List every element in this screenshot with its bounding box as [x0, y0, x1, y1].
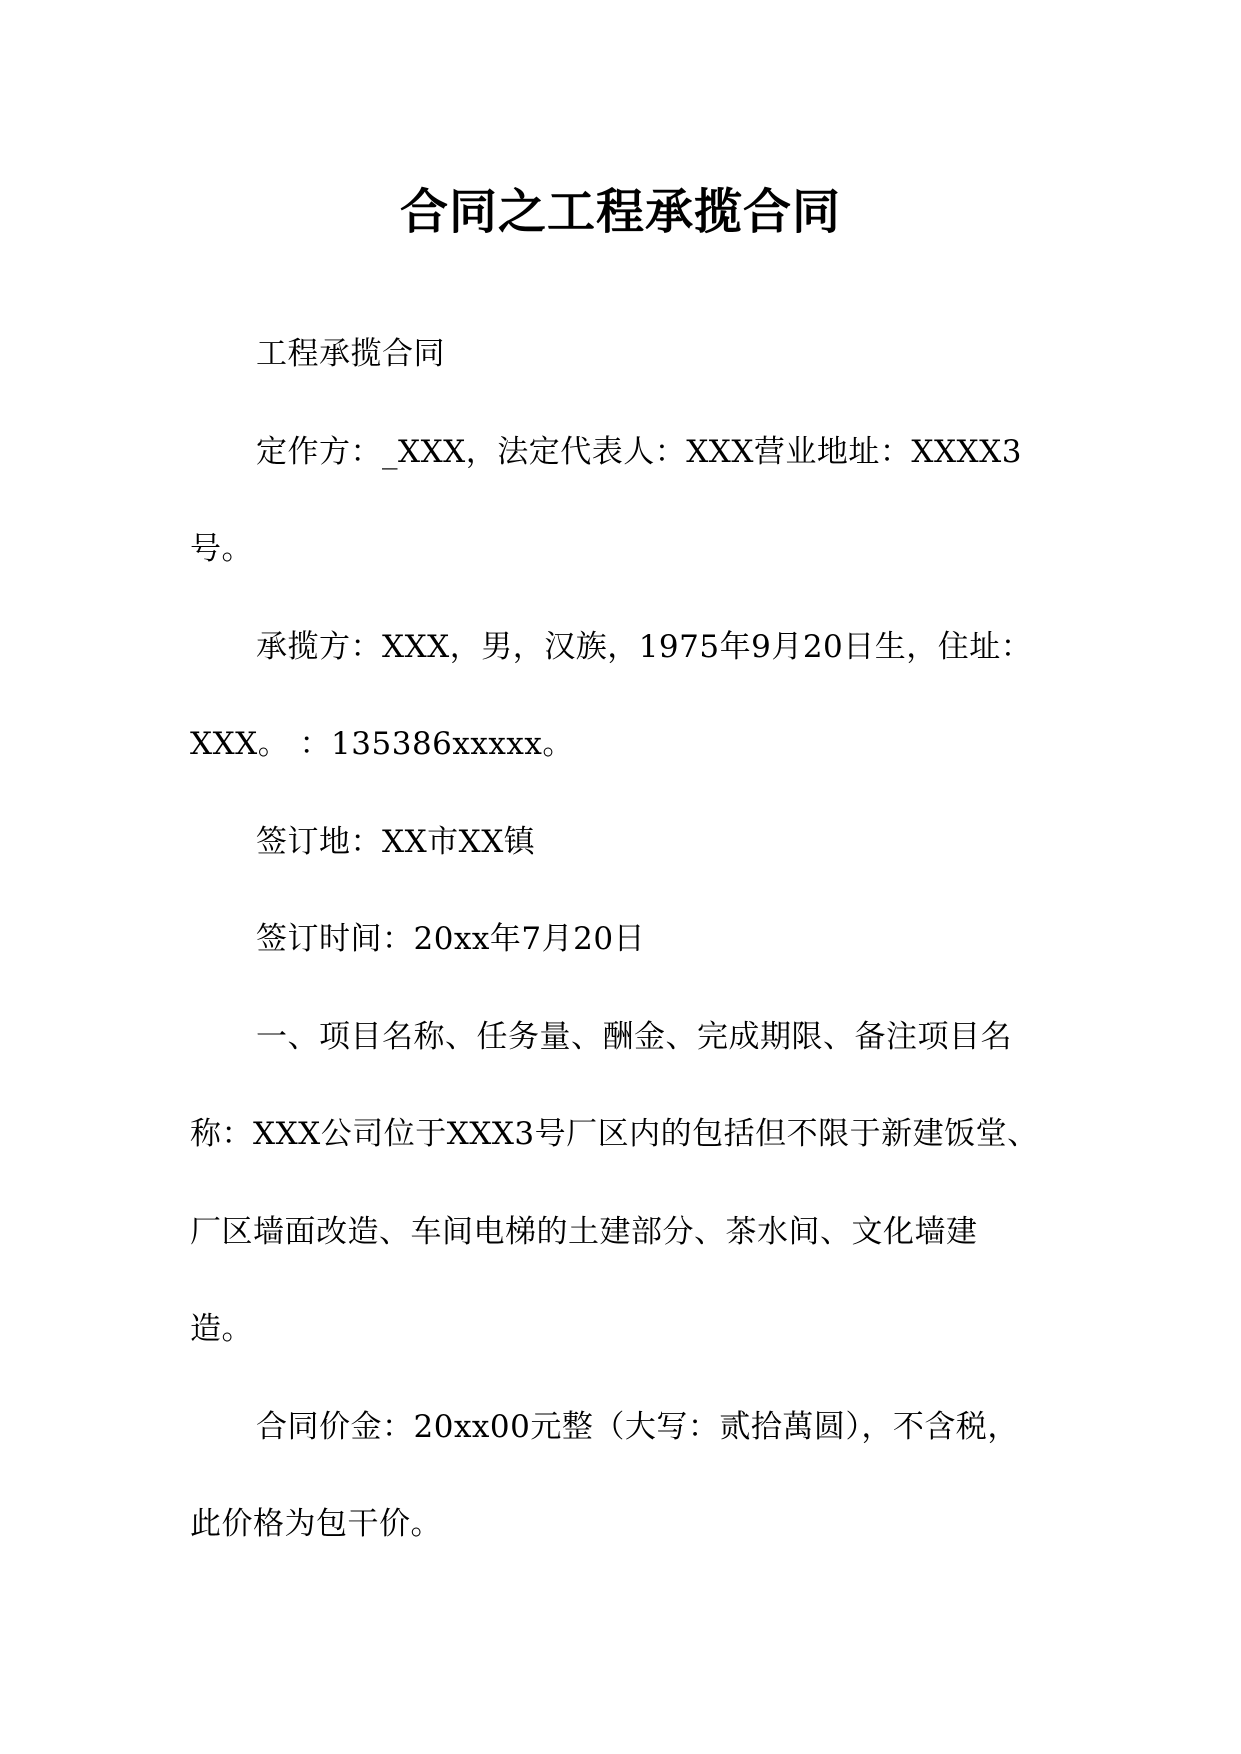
paragraph-project-scope: 一、项目名称、任务量、酬金、完成期限、备注项目名称：XXX公司位于XXX3号厂区内的包括但不限于新建饭堂、厂区墙面改造、车间电梯的土建部分、茶水间、文化墙建造。	[190, 1018, 1039, 1347]
paragraph-contract-price: 合同价金：20xx00元整（大写：贰拾萬圆），不含税，此价格为包干价。	[190, 1408, 1019, 1542]
paragraph-signing-time: 签订时间：20xx年7月20日	[256, 921, 646, 957]
paragraph-ordering-party: 定作方：_XXX，法定代表人：XXX营业地址：XXXX3号。	[190, 433, 1022, 567]
paragraph-contract-heading: 工程承揽合同	[256, 336, 445, 372]
document-body	[190, 306, 1040, 1574]
document-title: 合同之工程承揽合同	[399, 184, 841, 241]
paragraph-signing-place: 签订地：XX市XX镇	[256, 823, 536, 860]
paragraph-contractor: 承揽方：XXX，男，汉族，1975年9月20日生，住址：XXX。 ：135386xxxxx。	[190, 628, 1033, 762]
